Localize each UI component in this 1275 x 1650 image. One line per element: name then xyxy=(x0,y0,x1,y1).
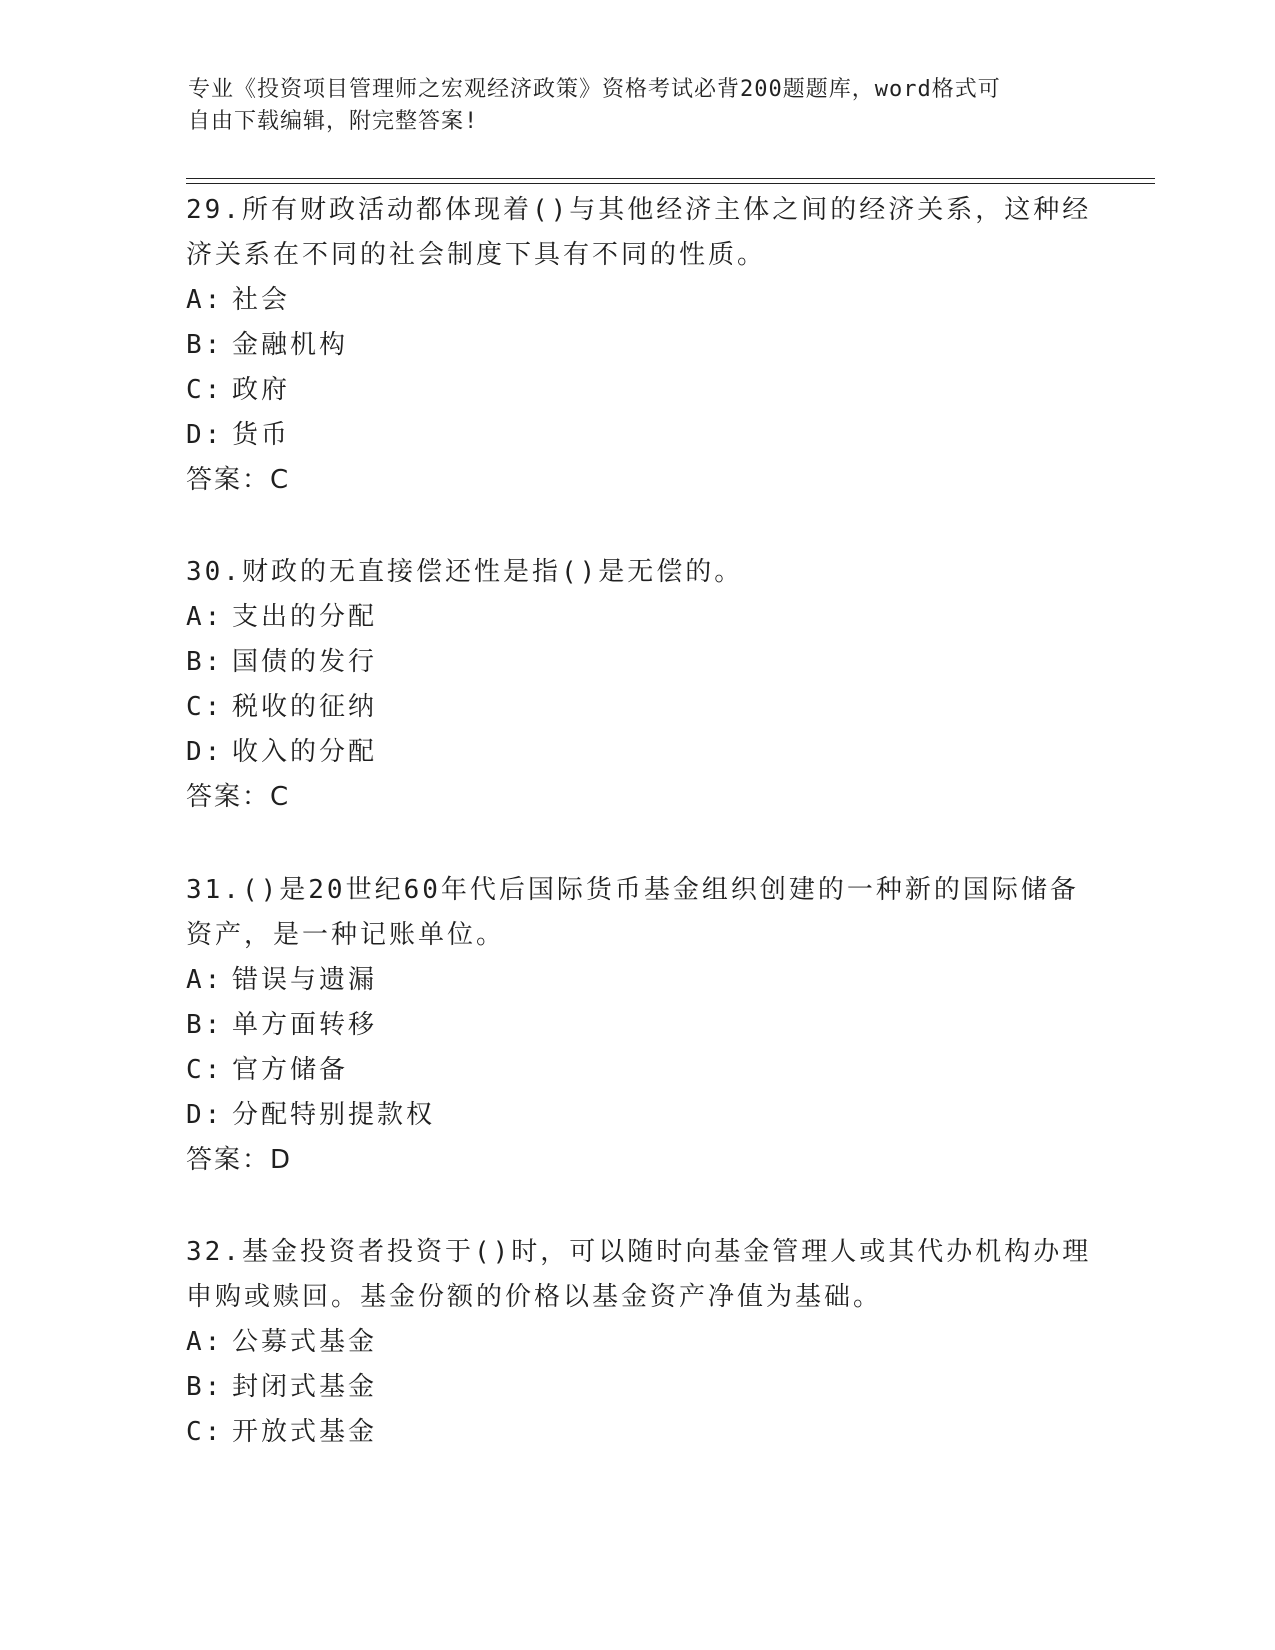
option-d xyxy=(186,1093,1086,1138)
header-divider-bottom xyxy=(186,183,1155,184)
header-divider-top xyxy=(186,178,1155,179)
option-c xyxy=(186,368,1086,413)
option-text: 官方储备 xyxy=(232,1055,349,1085)
answer-line: 答案：C xyxy=(186,465,291,495)
option-d xyxy=(186,730,1086,775)
header-line-2: 自由下载编辑，附完整答案! xyxy=(188,109,479,134)
option-key: A: xyxy=(186,285,224,315)
option-b xyxy=(186,640,1086,685)
option-c xyxy=(186,1410,1086,1455)
option-key: B: xyxy=(186,1372,224,1402)
option-text: 单方面转移 xyxy=(232,1010,378,1040)
option-text: 税收的征纳 xyxy=(232,692,378,722)
option-key: C: xyxy=(186,1417,224,1447)
option-key: B: xyxy=(186,1010,224,1040)
option-text: 货币 xyxy=(232,420,291,450)
option-b xyxy=(186,1003,1086,1048)
option-text: 错误与遗漏 xyxy=(232,965,378,995)
option-text: 国债的发行 xyxy=(232,647,378,677)
option-key: A: xyxy=(186,965,224,995)
answer-line: 答案：D xyxy=(186,1145,293,1175)
option-c xyxy=(186,685,1086,730)
question-31 xyxy=(186,868,1086,1183)
option-b xyxy=(186,323,1086,368)
question-stem-line: 29.所有财政活动都体现着()与其他经济主体之间的经济关系，这种经 xyxy=(186,195,1092,225)
option-text: 分配特别提款权 xyxy=(232,1100,436,1130)
option-a xyxy=(186,595,1086,640)
option-key: A: xyxy=(186,602,224,632)
option-key: D: xyxy=(186,420,224,450)
option-a xyxy=(186,1320,1086,1365)
document-header xyxy=(188,74,1088,138)
option-text: 公募式基金 xyxy=(232,1327,378,1357)
question-stem-line: 32.基金投资者投资于()时，可以随时向基金管理人或其代办机构办理 xyxy=(186,1237,1092,1267)
question-30 xyxy=(186,550,1086,820)
answer-line: 答案：C xyxy=(186,782,291,812)
option-key: C: xyxy=(186,692,224,722)
header-line-1: 专业《投资项目管理师之宏观经济政策》资格考试必背200题题库，word格式可 xyxy=(188,77,1001,102)
option-text: 政府 xyxy=(232,375,291,405)
option-c xyxy=(186,1048,1086,1093)
option-text: 支出的分配 xyxy=(232,602,378,632)
question-stem-line: 31.()是20世纪60年代后国际货币基金组织创建的一种新的国际储备 xyxy=(186,875,1079,905)
option-text: 收入的分配 xyxy=(232,737,378,767)
question-stem-line: 30.财政的无直接偿还性是指()是无偿的。 xyxy=(186,557,744,587)
option-key: B: xyxy=(186,330,224,360)
option-key: A: xyxy=(186,1327,224,1357)
option-b xyxy=(186,1365,1086,1410)
option-a xyxy=(186,278,1086,323)
option-key: B: xyxy=(186,647,224,677)
question-stem-line: 资产，是一种记账单位。 xyxy=(186,920,506,950)
option-key: D: xyxy=(186,737,224,767)
question-stem-line: 申购或赎回。基金份额的价格以基金资产净值为基础。 xyxy=(186,1282,883,1312)
question-32 xyxy=(186,1230,1092,1455)
option-a xyxy=(186,958,1086,1003)
option-key: C: xyxy=(186,1055,224,1085)
question-29 xyxy=(186,188,1092,503)
option-key: C: xyxy=(186,375,224,405)
option-text: 金融机构 xyxy=(232,330,349,360)
option-key: D: xyxy=(186,1100,224,1130)
option-d xyxy=(186,413,1086,458)
option-text: 开放式基金 xyxy=(232,1417,378,1447)
option-text: 社会 xyxy=(232,285,291,315)
option-text: 封闭式基金 xyxy=(232,1372,378,1402)
question-stem-line: 济关系在不同的社会制度下具有不同的性质。 xyxy=(186,240,767,270)
